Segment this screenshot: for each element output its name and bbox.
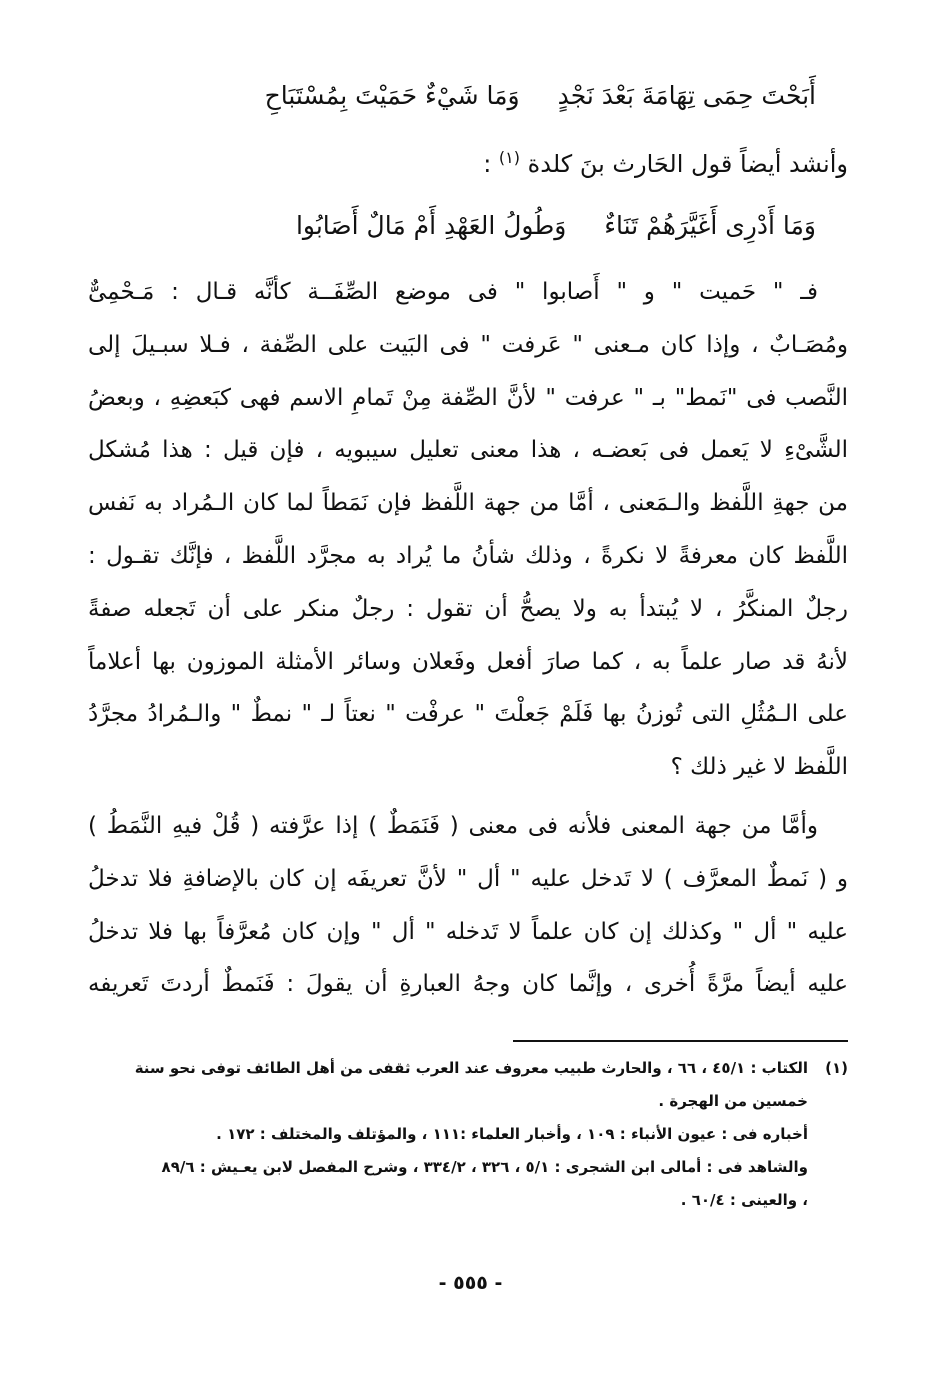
paragraph-1-line: الشَّىْءِ لا يَعمل فى بَعضـه ، هذا معنى تعليل سيبويه ، فإن قيل : هذا مُشكل [88,437,848,464]
footnote-body [88,1052,808,1217]
paragraph-1-line: ومُصَـابٌ ، وإذا كان مـعنى " عَرفت " فى البَيت على الصِّفة ، فـلا سبـيلَ إلى [88,331,848,358]
paragraph-1-line: اللَّفظ لا غير ذلك ؟ [670,754,848,781]
paragraph-2 [88,800,848,1011]
paragraph-2-line: و ( نَمطٌ المعرَّف ) لا تَدخل عليه " أل " لأنَّ تعريفَه إن كان بالإضافةِ فلا تدخلُ [88,865,848,892]
footnote-line: خمسين من الهجرة . [658,1092,808,1110]
footnote-line: ، والعينى : ٦٠/٤ . [680,1191,808,1209]
poem-intro-text: وأنشد أيضاً قول الحَارث بنَ كلدة [527,150,848,178]
verse-line-2 [120,206,816,246]
footnote-reference: (١) [498,148,521,167]
verse-2-second-hemistich: وَطُولُ العَهْدِ أَمْ مَالٌ أَصَابُوا [295,211,567,240]
footnotes [88,1052,848,1217]
verse-1-second-hemistich: وَمَا شَيْءٌ حَمَيْتَ بِمُسْتَبَاحِ [264,81,520,110]
paragraph-1-line: فـ " حَميت " و " أَصابوا " فى موضع الصِّفَــة كأنَّه قـال : مَـحْمِىٌّ [88,279,818,305]
paragraph-1-line: من جهةِ اللَّفظ والـمَعنى ، أمَّا من جهة اللَّفظ فإن نَمَطاً لما كان الـمُراد به نَفس [88,490,848,517]
footnote-line: والشاهد فى : أمالى ابن الشجرى : ٥/١ ، ٣٢٦ ، ٣٣٤/٢ ، وشرح المفصل لابن يعـيش : ٨٩/٦ [161,1158,808,1176]
paragraph-1-line: على الـمُثُلِ التى تُوزنُ بها فَلَمْ جَعلْتَ " عرفْت " نعتاً لـ " نمطٌ " والـمُرادُ مجرَّدُ [88,701,848,728]
poem-intro [120,138,848,178]
verse-1-first-hemistich: أَبَحْتَ حِمَى تِهَامَةَ بَعْدَ نَجْدٍ [557,81,816,110]
paragraph-2-line: وأمَّا من جهة المعنى فلأنه فى معنى ( فَنَمَطٌ ) إذا عرَّفته ( قُلْ فيهِ النَّمَطُ ) [88,813,818,839]
footnote-line: أخباره فى : عيون الأنباء : ١٠٩ ، وأخبار العلماء :١١١ ، والمؤتلف والمختلف : ١٧٢ . [216,1125,808,1143]
verse-line-1 [120,76,816,116]
footnote-number: (١) [825,1059,848,1077]
paragraph-1-line: النَّصب فى "نَمط" بـ " عرفت " لأنَّ الصِّفة مِنْ تَمامِ الاسم فهى كبَعضِهِ ، وبعضُ [88,384,848,411]
paragraph-2-line: عليه " أل " وكذلك إن كان علماً لا تَدخله " أل " وإن كان مُعرَّفاً بها فلا تدخلُ [88,918,848,945]
verse-2-first-hemistich: وَمَا أَدْرِى أَغَيَّرَهُمْ تَنَاءٌ [604,211,816,240]
footnote-line: الكتاب : ٤٥/١ ، ٦٦ ، والحارث طبيب معروف عند العرب ثقفى من أهل الطائف توفى نحو سنة [134,1059,808,1077]
footnote-separator [513,1040,848,1042]
paragraph-1 [88,266,848,794]
paragraph-1-line: رجلٌ المنكَّرُ ، لا يُبتدأ به ولا يصحُّ أن تقول : رجلٌ منكر على أن تَجعله صفةً [88,595,848,622]
paragraph-1-line: لأنهُ قد صار علماً به ، كما صارَ أفعل وفَعلان وسائر الأمثلة الموزون بها أعلاماً [88,648,848,675]
paragraph-2-line: عليه أيضاً مرَّةً أُخرى ، وإنَّما كان وجهُ العبارةِ أن يقولَ : فَنَمطٌ أردتَ تَعريفه [88,971,848,998]
page-number: - ٥٥٥ - [438,1272,503,1294]
intro-colon: : [483,150,492,178]
paragraph-1-line: اللَّفظ كان معرفةً لا نكرةً ، وذلك شأنُ ما يُراد به مجرَّد اللَّفظ ، فإنَّك تقـول : [88,542,848,569]
